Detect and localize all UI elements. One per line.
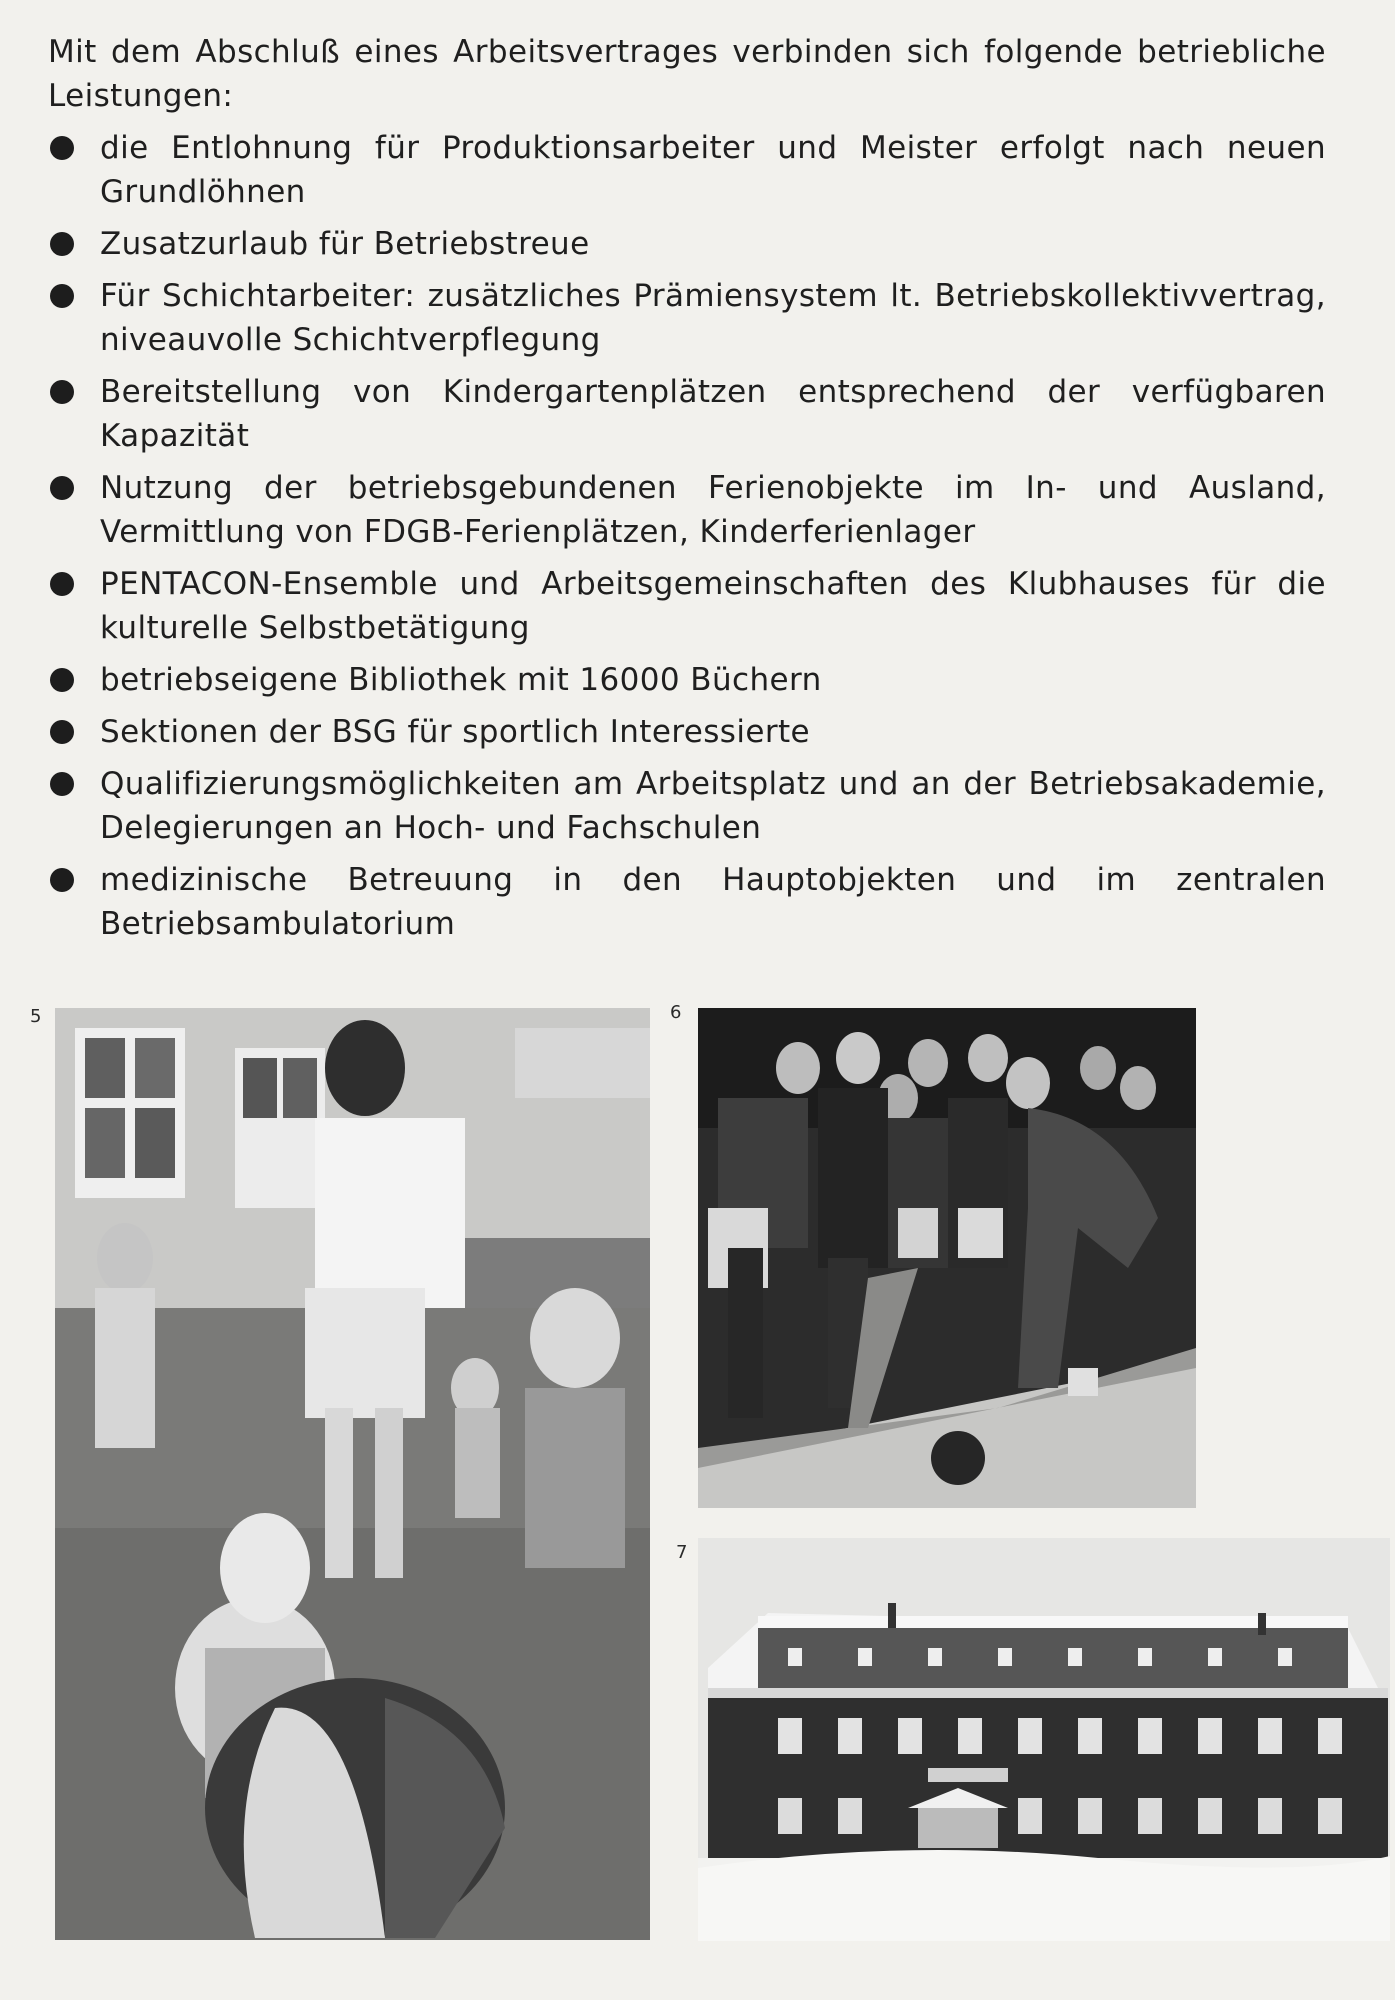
list-item: [48, 274, 1326, 362]
bullet-icon: [50, 720, 74, 744]
bullet-icon: [50, 572, 74, 596]
kindergarten-photo-image: [55, 1008, 650, 1940]
bowling-photo-image: [698, 1008, 1196, 1508]
list-item: [48, 222, 1326, 266]
bullet-text: Nutzung der betriebsgebundenen Ferienobjekte im In- und Ausland, Vermittlung von FDGB-Ferienplätzen, Kinderferienlager: [100, 470, 1326, 550]
list-item: [48, 126, 1326, 214]
benefits-text: [48, 30, 1326, 954]
photo-number-6: 6: [670, 1002, 682, 1023]
kindergarten-photo: [55, 1008, 650, 1940]
bullet-icon: [50, 476, 74, 500]
bullet-text: Bereitstellung von Kindergartenplätzen entsprechend der verfügbaren Kapazität: [100, 374, 1326, 454]
photo-number-5: 5: [30, 1006, 42, 1027]
list-item: [48, 370, 1326, 458]
bullet-text: Für Schichtarbeiter: zusätzliches Prämiensystem lt. Betriebskollektivvertrag, niveauvolle Schichtverpflegung: [100, 278, 1326, 358]
bullet-icon: [50, 772, 74, 796]
bullet-icon: [50, 284, 74, 308]
holiday-home-photo: [698, 1538, 1390, 1941]
intro-paragraph: Mit dem Abschluß eines Arbeitsvertrages verbinden sich folgende betriebliche Leistungen:: [48, 34, 1326, 114]
bullet-text: Qualifizierungsmöglichkeiten am Arbeitsplatz und an der Betriebsakademie, Delegierungen an Hoch- und Fachschulen: [100, 766, 1326, 846]
bullet-text: Zusatzurlaub für Betriebstreue: [100, 226, 590, 262]
bullet-icon: [50, 232, 74, 256]
bullet-text: medizinische Betreuung in den Hauptobjekten und im zentralen Betriebsambulatorium: [100, 862, 1326, 942]
bullet-icon: [50, 380, 74, 404]
list-item: [48, 858, 1326, 946]
bowling-photo: [698, 1008, 1196, 1508]
bullet-icon: [50, 668, 74, 692]
bullet-text: betriebseigene Bibliothek mit 16000 Büchern: [100, 662, 822, 698]
bullet-icon: [50, 868, 74, 892]
list-item: [48, 658, 1326, 702]
bullet-text: Sektionen der BSG für sportlich Interessierte: [100, 714, 811, 750]
photo-number-7: 7: [676, 1542, 688, 1563]
holiday-home-photo-image: [698, 1538, 1390, 1941]
bullet-icon: [50, 136, 74, 160]
list-item: [48, 562, 1326, 650]
list-item: [48, 466, 1326, 554]
benefits-list: [48, 126, 1326, 946]
bullet-text: PENTACON-Ensemble und Arbeitsgemeinschaften des Klubhauses für die kulturelle Selbstbetätigung: [100, 566, 1326, 646]
list-item: [48, 710, 1326, 754]
bullet-text: die Entlohnung für Produktionsarbeiter und Meister erfolgt nach neuen Grundlöhnen: [100, 130, 1326, 210]
list-item: [48, 762, 1326, 850]
